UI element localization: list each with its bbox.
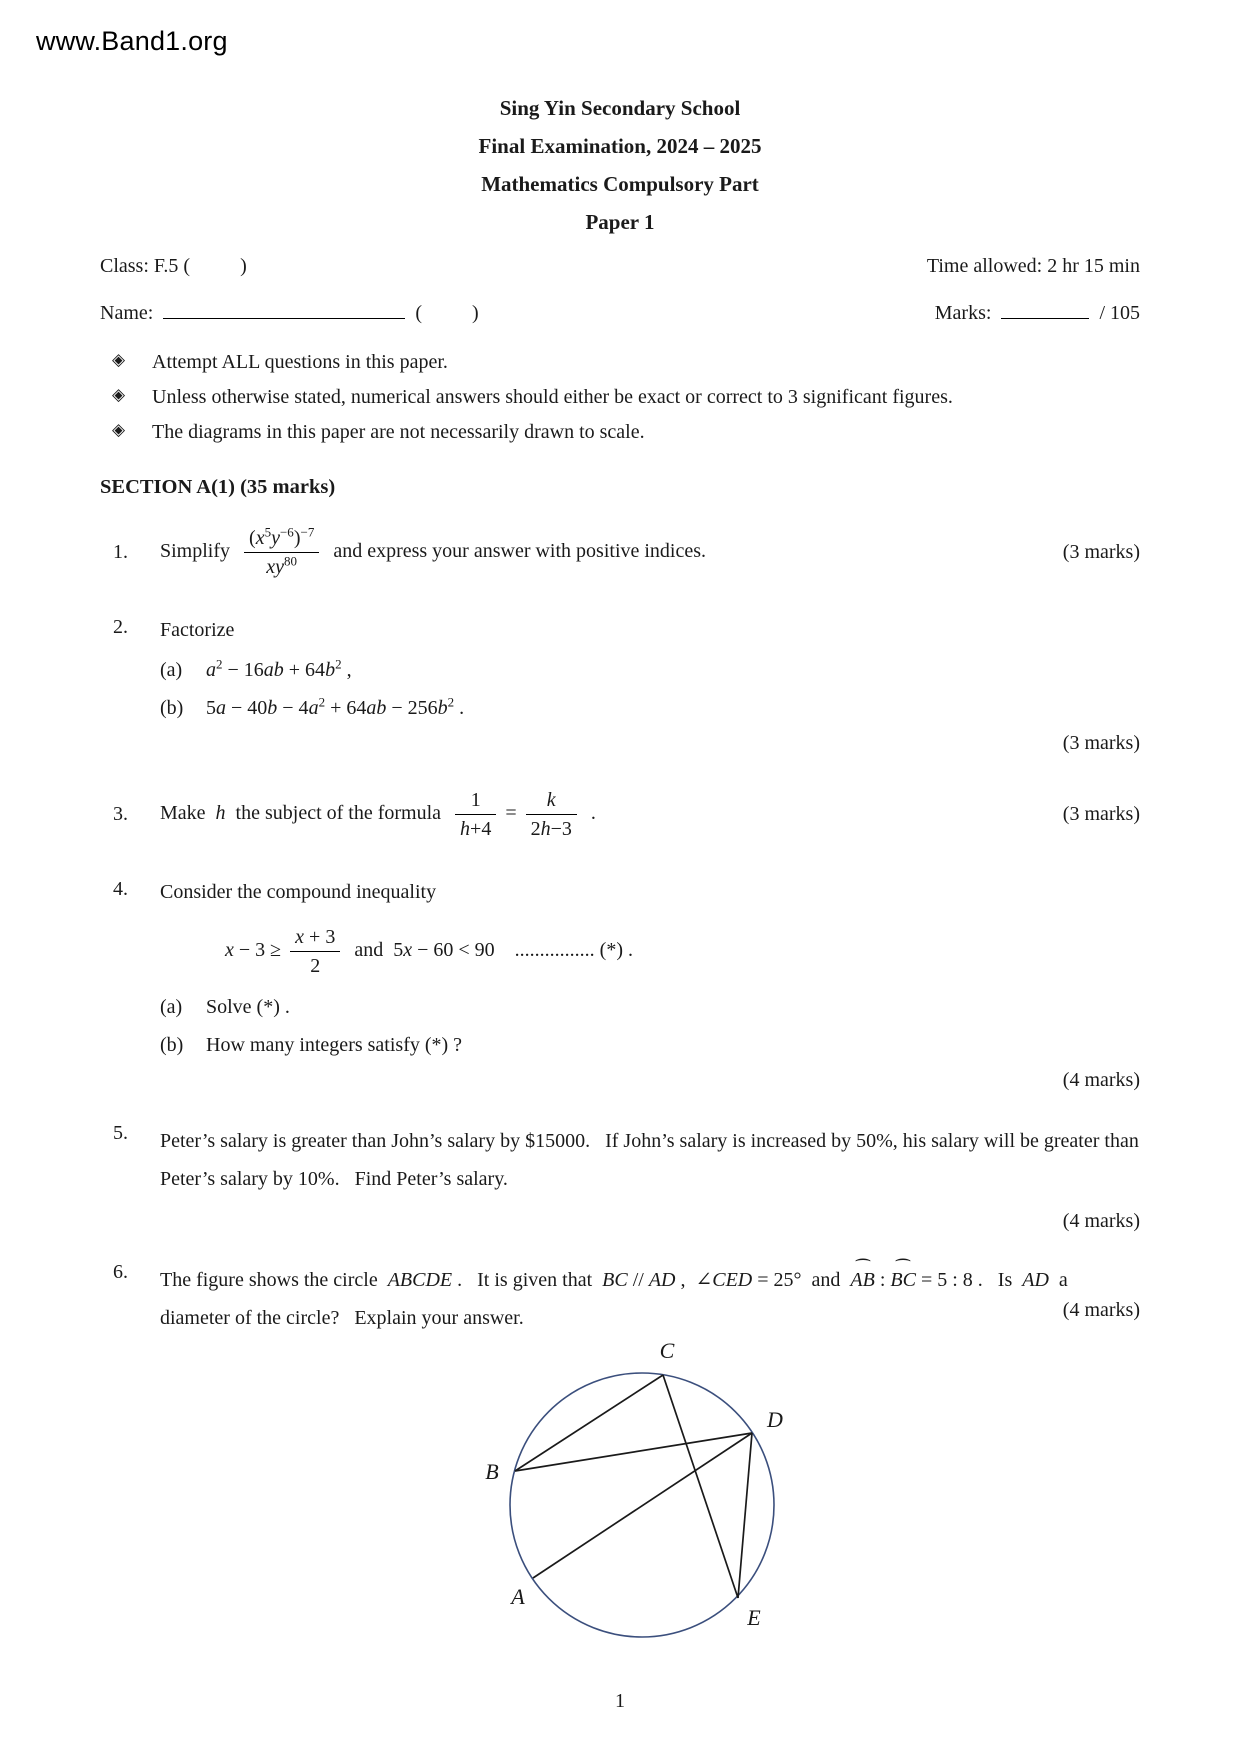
sub-label: (b): [160, 1034, 184, 1056]
question-number: 6.: [113, 1261, 128, 1283]
name-blank: [163, 298, 405, 319]
question-text: Consider the compound inequality: [160, 881, 437, 903]
question-1: [100, 523, 1140, 582]
diamond-bullet-icon: ◈: [112, 350, 126, 370]
instructions: [100, 349, 1140, 446]
question-text: Make h the subject of the formula $\frac{1}{h+4}$ = $\frac{k}{2h-3}$ .: [160, 789, 596, 840]
class-time-row: [100, 255, 1140, 278]
instruction-text: The diagrams in this paper are not necessarily drawn to scale.: [152, 421, 645, 443]
sub-text: $a^2 - 16ab + 64b^2$ ,: [206, 656, 352, 681]
instruction-item: [100, 419, 1140, 446]
circle-figure-svg: [430, 1330, 870, 1670]
question-text: The figure shows the circle ABCDE . It is given that BC // AD , ∠CED = 25° and ⌢ AB : ⌢ BC = 5 : 8 . Is AD a diameter of the circle? Explain your answer.: [160, 1249, 1073, 1329]
inequality-display: x − 3 ≥ $\frac{x + 3}{2}$ and 5x − 60 < 90 ................ (*) .: [225, 926, 633, 977]
instruction-text: Attempt ALL questions in this paper.: [152, 351, 448, 373]
instruction-item: [100, 349, 1140, 376]
sub-question-b: [160, 694, 1140, 720]
sub-label: (a): [160, 659, 183, 681]
name-marks-row: [100, 298, 1140, 325]
question-number: 2.: [113, 616, 128, 638]
sub-label: (a): [160, 996, 183, 1018]
circle-figure: [430, 1330, 870, 1676]
point-label-D: D: [767, 1407, 783, 1432]
question-text: Factorize: [160, 619, 235, 641]
question-number: 5.: [113, 1122, 128, 1144]
name-paren: ( ): [415, 302, 479, 324]
sub-label: (b): [160, 697, 184, 719]
section-heading: SECTION A(1) (35 marks): [100, 476, 336, 498]
marks-label: (3 marks): [1062, 803, 1140, 825]
question-text: Simplify $\frac{(x^5y^{-6})^{-7}}{xy^{80}}$ and express your answer with positive indices.: [160, 524, 707, 578]
sub-text: $5a - 40b - 4a^2 + 64ab - 256b^2$ .: [206, 694, 465, 719]
school-name: Sing Yin Secondary School: [499, 96, 741, 120]
page-number: 1: [615, 1690, 625, 1712]
marks-label: (3 marks): [1062, 541, 1140, 563]
instruction-item: [100, 384, 1140, 411]
marks-label: (3 marks): [1062, 732, 1140, 754]
question-text: Peter’s salary is greater than John’s salary by $15000. If John’s salary is increased by 50%, his salary will be greater than Peter’s salary by 10%. Find Peter’s salary.: [160, 1130, 1144, 1190]
sub-text: Solve (*) .: [206, 996, 290, 1018]
subject-title: Mathematics Compulsory Part: [481, 172, 759, 196]
point-label-B: B: [485, 1459, 499, 1484]
question-4: [100, 878, 1140, 1092]
question-5: [100, 1122, 1144, 1233]
sub-text: How many integers satisfy (*) ?: [206, 1034, 463, 1056]
watermark: www.Band1.org: [36, 26, 228, 56]
marks-field: [935, 298, 1140, 325]
marks-total: / 105: [1099, 302, 1140, 324]
question-2: [100, 616, 1140, 755]
marks-blank: [1001, 298, 1089, 319]
question-3: [100, 785, 1140, 844]
class-field: Class: F.5 ( ): [100, 255, 247, 277]
chord-CE: [663, 1375, 738, 1598]
question-number: 3.: [113, 803, 128, 825]
chord-BC: [515, 1375, 663, 1471]
name-field: [100, 298, 479, 325]
paper-title: Paper 1: [585, 210, 655, 234]
time-allowed: Time allowed: 2 hr 15 min: [926, 255, 1140, 277]
point-label-C: C: [659, 1338, 675, 1363]
diamond-bullet-icon: ◈: [112, 420, 126, 440]
sub-question-a: [160, 656, 1140, 682]
exam-title: Final Examination, 2024 – 2025: [478, 134, 762, 158]
chord-BD: [515, 1433, 752, 1471]
question-number: 4.: [113, 878, 128, 900]
marks-label: (4 marks): [1062, 1069, 1140, 1091]
marks-label: Marks:: [934, 302, 992, 324]
title-block: [100, 96, 1140, 235]
instruction-text: Unless otherwise stated, numerical answers should either be exact or correct to 3 significant figures.: [152, 386, 953, 408]
marks-label: (4 marks): [1062, 1210, 1140, 1232]
marks-label: (4 marks): [1062, 1299, 1140, 1321]
sub-question-b: [160, 1034, 1140, 1057]
chord-DE: [738, 1433, 752, 1598]
diamond-bullet-icon: ◈: [112, 385, 126, 405]
name-label: Name:: [100, 302, 154, 324]
point-label-E: E: [747, 1605, 761, 1630]
question-6: [100, 1249, 1140, 1329]
sub-question-a: [160, 996, 1140, 1019]
question-number: 1.: [113, 541, 128, 563]
chord-AD: [533, 1433, 752, 1578]
point-label-A: A: [511, 1584, 525, 1609]
